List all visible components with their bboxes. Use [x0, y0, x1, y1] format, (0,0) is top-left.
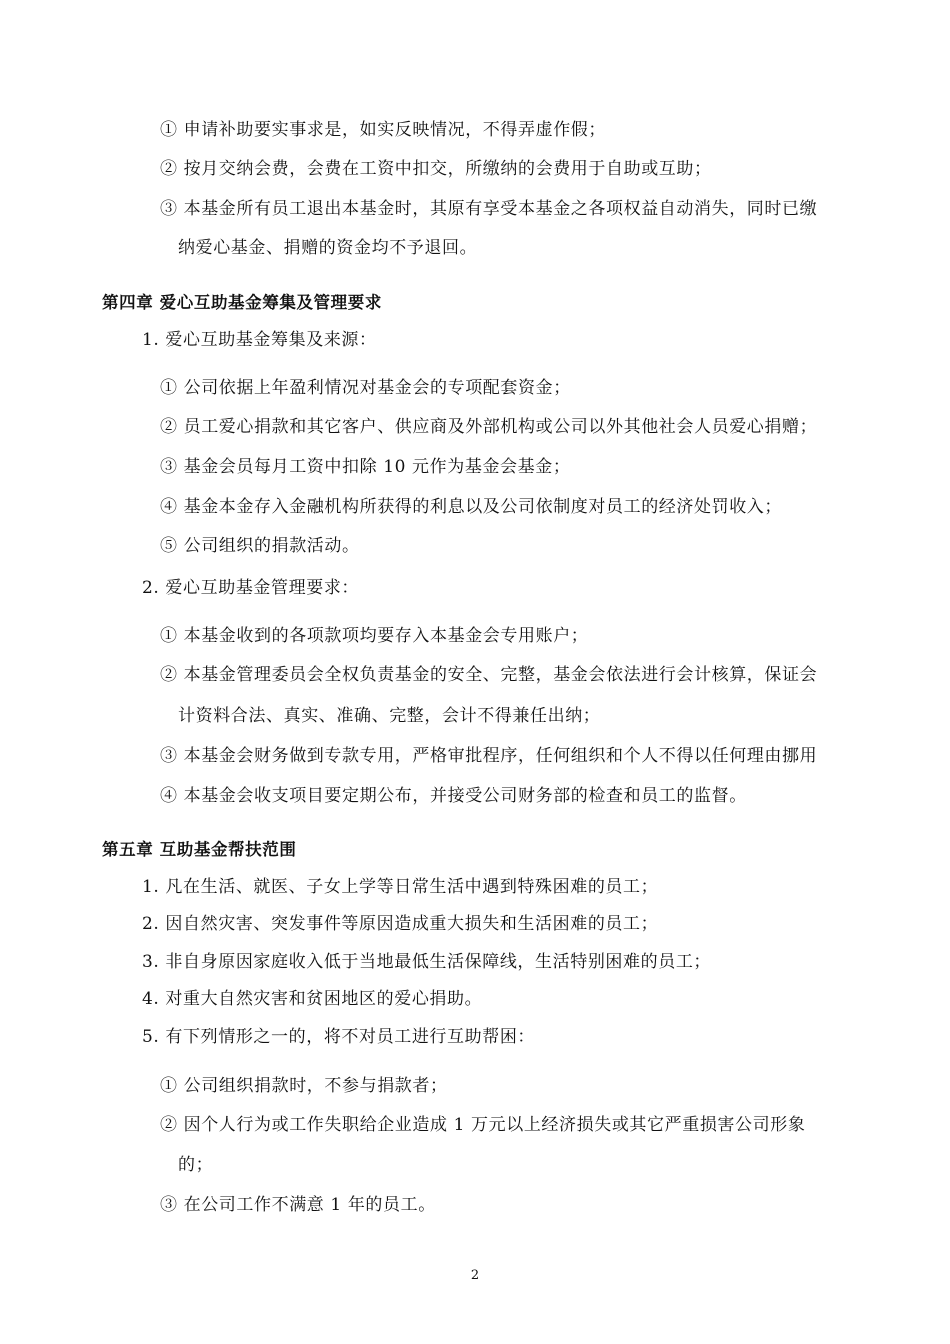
chapter-heading: 第五章 互助基金帮扶范围: [102, 840, 297, 859]
page-number: 2: [470, 1268, 480, 1283]
item-line: ⑤ 公司组织的捐款活动。: [160, 536, 360, 556]
chapter-heading: 第四章 爱心互助基金筹集及管理要求: [102, 293, 382, 312]
item-line: ① 申请补助要实事求是，如实反映情况，不得弄虚作假；: [160, 120, 607, 140]
item-line: ③ 在公司工作不满意 1 年的员工。: [160, 1195, 436, 1215]
item-line-continued: 的；: [178, 1155, 214, 1175]
item-line: ② 员工爱心捐款和其它客户、供应商及外部机构或公司以外其他社会人员爱心捐赠；: [160, 417, 818, 437]
list-item: 3. 非自身原因家庭收入低于当地最低生活保障线，生活特别困难的员工；: [142, 952, 712, 972]
item-line-continued: 纳爱心基金、捐赠的资金均不予退回。: [178, 238, 478, 258]
item-line: ④ 基金本金存入金融机构所获得的利息以及公司依制度对员工的经济处罚收入；: [160, 497, 783, 517]
subsection-title: 1. 爱心互助基金筹集及来源：: [142, 330, 377, 350]
item-line: ③ 本基金会财务做到专款专用，严格审批程序，任何组织和个人不得以任何理由挪用: [160, 746, 818, 766]
item-line-continued: 计资料合法、真实、准确、完整，会计不得兼任出纳；: [178, 706, 601, 726]
item-line: ③ 本基金所有员工退出本基金时，其原有享受本基金之各项权益自动消失，同时已缴: [160, 199, 818, 219]
item-line: ② 因个人行为或工作失职给企业造成 1 万元以上经济损失或其它严重损害公司形象: [160, 1115, 806, 1135]
subsection-title: 2. 爱心互助基金管理要求：: [142, 578, 360, 598]
list-item: 4. 对重大自然灾害和贫困地区的爱心捐助。: [142, 989, 483, 1009]
list-item: 2. 因自然灾害、突发事件等原因造成重大损失和生活困难的员工；: [142, 914, 659, 934]
item-line: ③ 基金会员每月工资中扣除 10 元作为基金会基金；: [160, 457, 571, 477]
list-item: 5. 有下列情形之一的，将不对员工进行互助帮困：: [142, 1027, 536, 1047]
item-line: ① 公司组织捐款时，不参与捐款者；: [160, 1076, 448, 1096]
list-item: 1. 凡在生活、就医、子女上学等日常生活中遇到特殊困难的员工；: [142, 877, 659, 897]
item-line: ① 公司依据上年盈利情况对基金会的专项配套资金；: [160, 378, 571, 398]
item-line: ② 本基金管理委员会全权负责基金的安全、完整，基金会依法进行会计核算，保证会: [160, 665, 818, 685]
item-line: ② 按月交纳会费，会费在工资中扣交，所缴纳的会费用于自助或互助；: [160, 159, 712, 179]
item-line: ④ 本基金会收支项目要定期公布，并接受公司财务部的检查和员工的监督。: [160, 786, 747, 806]
item-line: ① 本基金收到的各项款项均要存入本基金会专用账户；: [160, 626, 589, 646]
